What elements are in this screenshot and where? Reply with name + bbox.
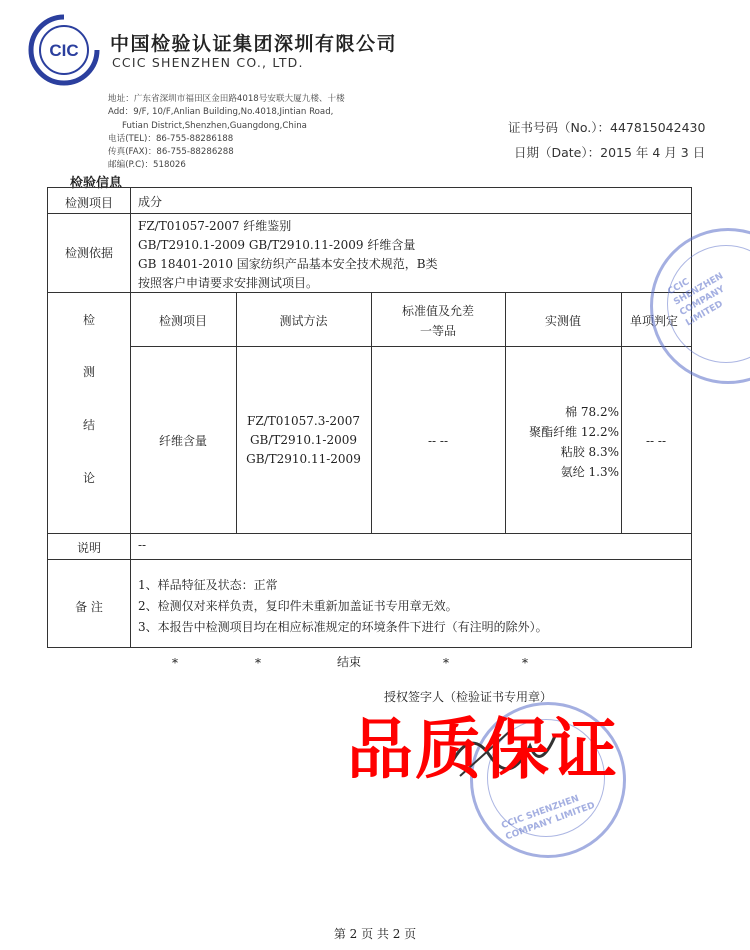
- stamp-text: CCIC SHENZHEN COMPANY LIMITED: [500, 793, 597, 843]
- cert-label: 证书号码（No.）：: [508, 120, 611, 135]
- row-method: FZ/T01057.3-2007: [247, 414, 360, 428]
- address-line: 地址：广东省深圳市福田区金田路4018号安联大厦九楼、十楼: [108, 94, 345, 104]
- remark-line: 3、本报告中检测项目均在相应标准规定的环境条件下进行（有注明的除外）。: [138, 620, 548, 634]
- col-header-judgement: 单项判定: [630, 314, 679, 328]
- address-line: Add：9/F, 10/F,Anlian Building,No.4018,Jintian Road,: [108, 107, 334, 118]
- section-title: 检验信息: [70, 176, 123, 191]
- address-block: [108, 93, 345, 173]
- basis-line: GB/T2910.1-2009 GB/T2910.11-2009 纤维含量: [138, 238, 416, 252]
- result-label-char: 论: [82, 471, 95, 485]
- remark-label: 备 注: [75, 600, 103, 614]
- company-name-en: CCIC SHENZHEN CO., LTD.: [112, 55, 304, 70]
- address-line: 邮编(P.C)：518026: [108, 160, 186, 171]
- date-value: 2015 年 4 月 3 日: [600, 145, 706, 160]
- col-header-method: 测试方法: [279, 314, 328, 328]
- result-label-char: 结: [82, 418, 95, 432]
- note-label: 说明: [76, 541, 101, 555]
- date-label: 日期（Date）：: [514, 145, 601, 160]
- basis-label: 检测依据: [64, 246, 113, 260]
- col-header-standard: 标准值及允差: [401, 304, 474, 318]
- address-line: 传真(FAX)：86-755-88286288: [108, 147, 234, 158]
- row-measured: 氨纶 1.3%: [560, 465, 619, 479]
- row-measured: 粘胶 8.3%: [560, 445, 619, 459]
- note-value: --: [138, 538, 147, 552]
- basis-line: FZ/T01057-2007 纤维鉴别: [138, 219, 292, 233]
- end-text: 结束: [337, 655, 362, 669]
- remark-line: 1、样品特征及状态：正常: [138, 578, 278, 592]
- item-value: 成分: [138, 195, 163, 209]
- remark-line: 2、检测仅对来样负责，复印件未重新加盖证书专用章无效。: [138, 599, 458, 613]
- basis-line: GB 18401-2010 国家纺织产品基本安全技术规范，B类: [138, 257, 438, 271]
- quality-guarantee-watermark: 品质保证: [347, 711, 619, 788]
- end-star: *: [255, 656, 261, 670]
- end-star: *: [443, 656, 449, 670]
- end-star: *: [172, 656, 178, 670]
- logo-text: CIC: [49, 41, 79, 60]
- result-label-char: 检: [82, 313, 95, 327]
- report-date: [514, 143, 705, 161]
- company-name-cn: 中国检验认证集团深圳有限公司: [110, 33, 398, 55]
- certificate-number: [508, 118, 705, 136]
- end-star: *: [522, 656, 528, 670]
- row-item: 纤维含量: [158, 434, 207, 448]
- result-label-char: 测: [82, 365, 95, 379]
- row-standard: -- --: [427, 434, 449, 448]
- col-header-measured: 实测值: [544, 314, 581, 328]
- row-measured: 聚酯纤维 12.2%: [529, 425, 619, 439]
- row-judgement: -- --: [645, 434, 667, 448]
- inspection-table: [47, 187, 692, 648]
- stamp-text: CCIC SHENZHEN COMPANY LIMITED: [666, 271, 727, 329]
- address-line: Futian District,Shenzhen,Guangdong,China: [122, 120, 307, 131]
- col-header-item: 检测项目: [158, 314, 207, 328]
- ccic-logo: [28, 14, 100, 86]
- row-measured: 棉 78.2%: [565, 405, 619, 419]
- signature-label: 授权签字人（检验证书专用章）: [384, 690, 553, 704]
- page-number: 第 2 页 共 2 页: [333, 927, 417, 941]
- row-method: GB/T2910.11-2009: [246, 452, 361, 466]
- row-method: GB/T2910.1-2009: [249, 433, 358, 447]
- item-label: 检测项目: [64, 196, 113, 210]
- basis-line: 按照客户申请要求安排测试项目。: [138, 276, 319, 290]
- address-line: 电话(TEL)：86-755-88286188: [108, 133, 234, 144]
- cert-value: 447815042430: [610, 120, 706, 135]
- col-header-grade: 一等品: [419, 324, 456, 338]
